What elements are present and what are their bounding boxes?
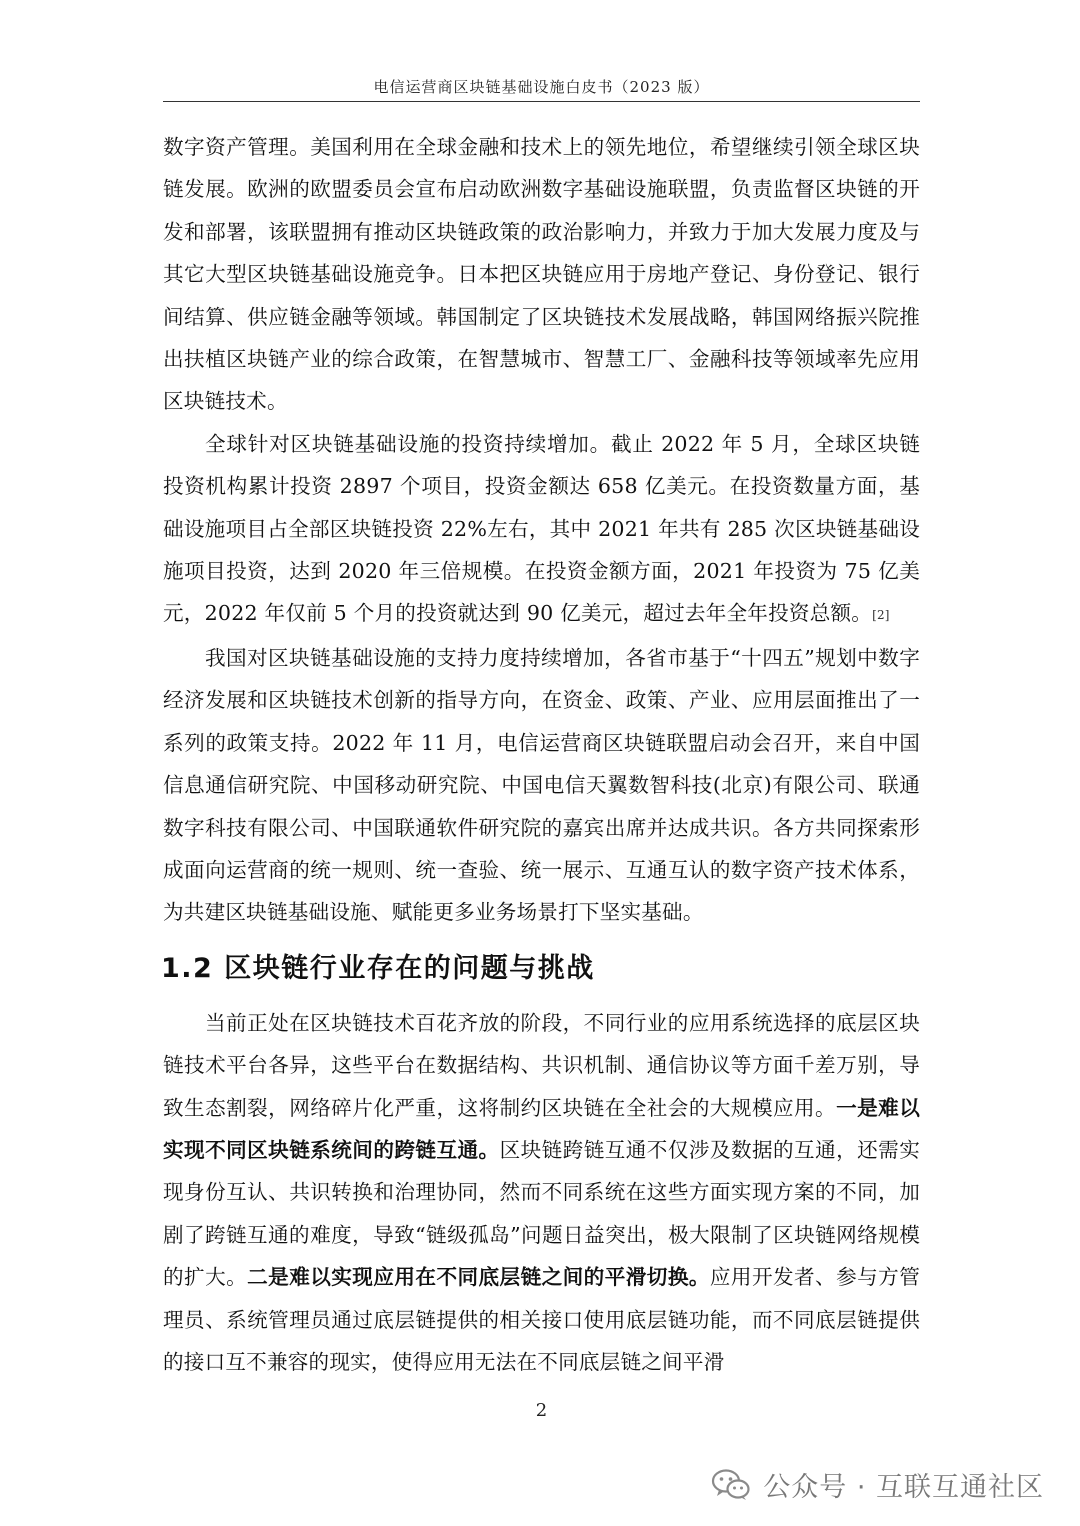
section-heading: 1.2 区块链行业存在的问题与挑战 [161,952,595,984]
paragraph-4 [163,1002,920,1384]
document-body [163,126,920,1383]
paragraph-4-end: 应用开发者、参与方管理员、系统管理员通过底层链提供的相关接口使用底层链功能，而不同底层链提供的接口互不兼容的现实，使得应用无法在不同底层链之间平滑 [163,1265,920,1374]
paragraph-3: 我国对区块链基础设施的支持力度持续增加，各省市基于“十四五”规划中数字经济发展和区块链技术创新的指导方向，在资金、政策、产业、应用层面推出了一系列的政策支持。2022 年 11 月，电信运营商区块链联盟启动会召开，来自中国信息通信研究院、中国移动研究院、中国电信天翼数智科技(北京)有限公司、联通数字科技有限公司、中国联通软件研究院的嘉宾出席并达成共识。各方共同探索形成面向运营商的统一规则、统一查验、统一展示、互通互认的数字资产技术体系，为共建区块链基础设施、赋能更多业务场景打下坚实基础。 [163,645,920,925]
watermark-text: 公众号 · 互联互通社区 [763,1472,1044,1503]
paragraph-4-bold-2: 二是难以实现应用在不同底层链之间的平滑切换。 [247,1265,710,1290]
page-number: 2 [535,1400,548,1421]
paragraph-2-text: 全球针对区块链基础设施的投资持续增加。截止 2022 年 5 月，全球区块链投资机构累计投资 2897 个项目，投资金额达 658 亿美元。在投资数量方面，基础设施项目占全部区块链投资 22%左右，其中 2021 年共有 285 次区块链基础设施项目投资，达到 2020 年三倍规模。在投资金额方面，2021 年投资为 75 亿美元，2022 年仅前 5 个月的投资就达到 90 亿美元，超过去年全年投资总额。 [163,431,920,626]
paragraph-1: 数字资产管理。美国利用在全球金融和技术上的领先地位，希望继续引领全球区块链发展。欧洲的欧盟委员会宣布启动欧洲数字基础设施联盟，负责监督区块链的开发和部署，该联盟拥有推动区块链政策的政治影响力，并致力于加大发展力度及与其它大型区块链基础设施竞争。日本把区块链应用于房地产登记、身份登记、银行间结算、供应链金融等领域。韩国制定了区块链技术发展战略，韩国网络振兴院推出扶植区块链产业的综合政策，在智慧城市、智慧工厂、金融科技等领域率先应用区块链技术。 [163,135,920,414]
citation-ref[interactable]: [2] [872,608,890,623]
running-header: 电信运营商区块链基础设施白皮书（2023 版） [373,78,710,96]
header-rule [163,101,920,102]
watermark [711,1465,1044,1504]
paragraph-2 [163,423,920,637]
paragraph-4-bold-1: 一是难以实现不同区块链系统间的跨链互通。 [163,1095,920,1162]
wechat-icon [711,1468,751,1502]
paragraph-4-mid: 区块链跨链互通不仅涉及数据的互通，还需实现身份互认、共识转换和治理协同，然而不同系统在这些方面实现方案的不同，加剧了跨链互通的难度，导致“链级孤岛”问题日益突出，极大限制了区块链网络规模的扩大。 [163,1137,921,1290]
paragraph-4-intro: 当前正处在区块链技术百花齐放的阶段，不同行业的应用系统选择的底层区块链技术平台各异，这些平台在数据结构、共识机制、通信协议等方面千差万别，导致生态割裂，网络碎片化严重，这将制约区块链在全社会的大规模应用。 [163,1010,920,1120]
